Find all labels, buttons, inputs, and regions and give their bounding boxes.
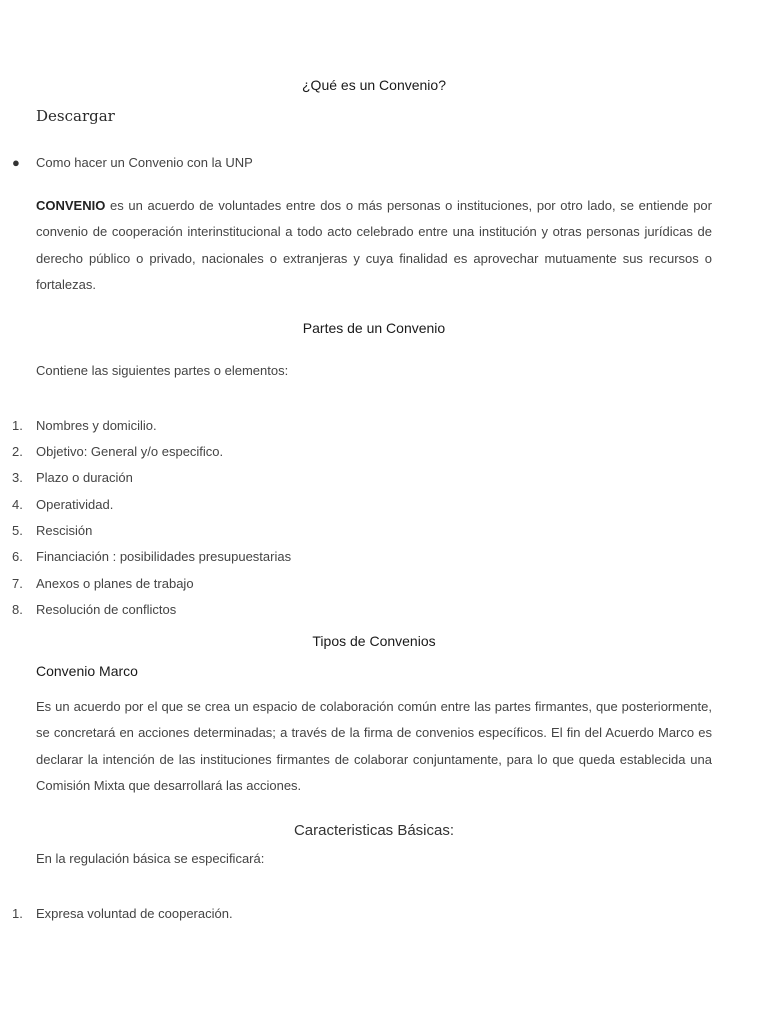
list-item-number: 8. xyxy=(12,602,23,617)
list-item: Operatividad. xyxy=(36,497,114,512)
page-title: ¿Qué es un Convenio? xyxy=(302,77,446,93)
list-item-number: 5. xyxy=(12,523,23,538)
list-item-link[interactable]: Como hacer un Convenio con la UNP xyxy=(36,155,253,170)
bullet-icon: ● xyxy=(12,155,20,170)
download-link[interactable]: Descargar xyxy=(36,107,115,125)
parts-intro: Contiene las siguientes partes o elementos: xyxy=(36,363,289,378)
list-item: Plazo o duración xyxy=(36,470,133,485)
list-item-number: 1. xyxy=(12,418,23,433)
types-paragraph: Es un acuerdo por el que se crea un espacio de colaboración común entre las partes firmantes, que posteriormente, se concretará en acciones determinadas; a través de la firma de convenios específicos. El fin del Acuerdo Marco es declarar la intención de las instituciones firmantes de colaborar conjuntamente, para lo que queda establecida una Comisión Mixta que desarrollará las acciones. xyxy=(36,699,712,794)
list-item: Anexos o planes de trabajo xyxy=(36,576,194,591)
list-item: Financiación : posibilidades presupuestarias xyxy=(36,549,292,564)
types-subheading: Convenio Marco xyxy=(36,663,138,679)
list-item: Objetivo: General y/o especifico. xyxy=(36,444,224,459)
types-heading: Tipos de Convenios xyxy=(312,633,436,649)
basics-heading: Caracteristicas Básicas: xyxy=(293,822,455,839)
parts-heading: Partes de un Convenio xyxy=(302,320,446,336)
list-item: Nombres y domicilio. xyxy=(36,418,157,433)
definition-term: CONVENIO xyxy=(36,198,106,213)
list-item: Rescisión xyxy=(36,523,93,538)
basics-intro: En la regulación básica se especificará: xyxy=(36,851,265,866)
list-item-number: 2. xyxy=(12,444,23,459)
list-item: Resolución de conflictos xyxy=(36,602,177,617)
definition-text: es un acuerdo de voluntades entre dos o más personas o instituciones, por otro lado, se entiende por convenio de cooperación interinstitucional a todo acto celebrado entre una institución y otras personas jurídicas de derecho público o privado, nacionales o extranjeras y cuya finalidad es aprovechar mutuamente sus recursos o fortalezas. xyxy=(36,198,712,293)
list-item-number: 1. xyxy=(12,906,23,921)
list-item-number: 7. xyxy=(12,576,23,591)
list-item-number: 3. xyxy=(12,470,23,485)
list-item: Expresa voluntad de cooperación. xyxy=(36,906,233,921)
definition-paragraph xyxy=(36,193,712,299)
list-item-number: 6. xyxy=(12,549,23,564)
list-item-number: 4. xyxy=(12,497,23,512)
